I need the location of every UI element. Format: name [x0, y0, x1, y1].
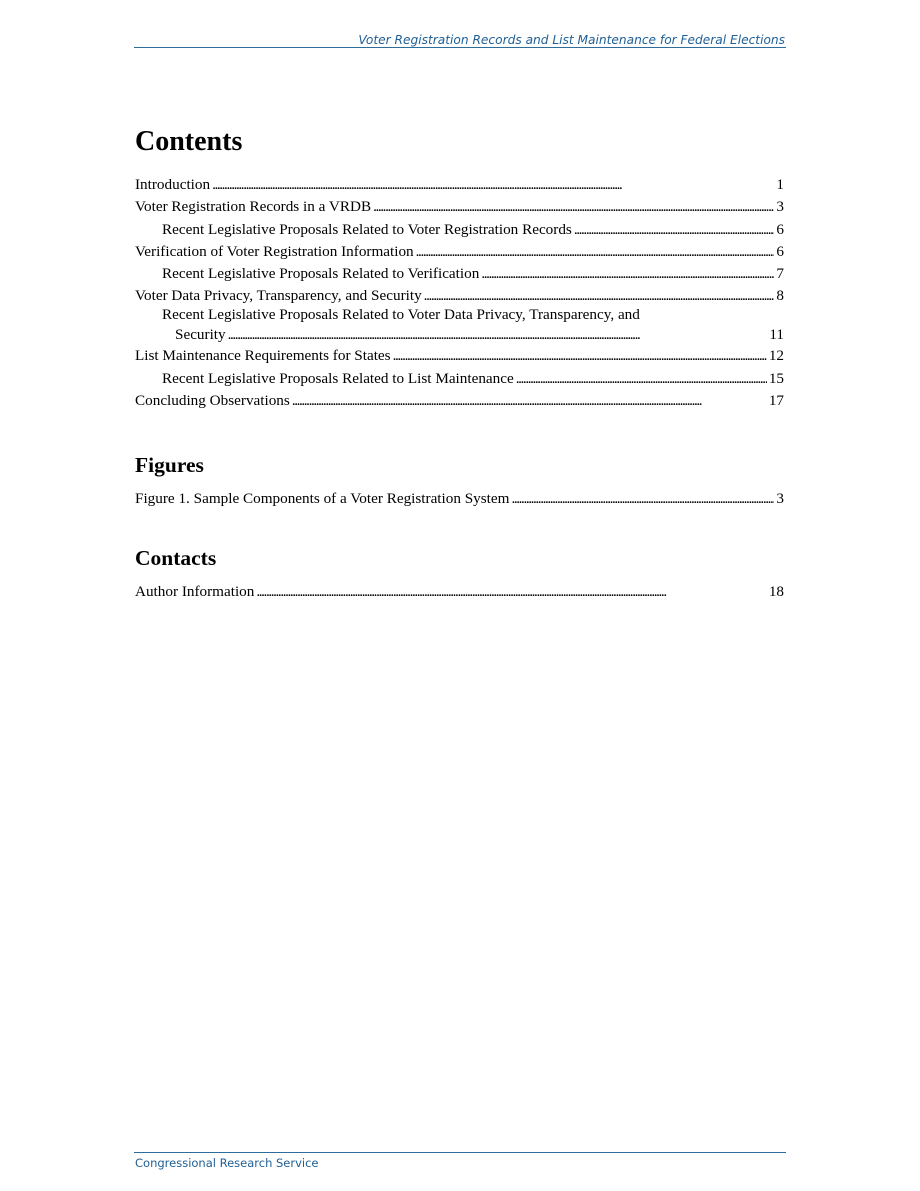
toc-page-number: 1: [776, 176, 784, 194]
toc-entry-title-line2-row: [162, 325, 784, 344]
toc-entry-title: Recent Legislative Proposals Related to Verification: [162, 264, 480, 282]
footer-publisher: Congressional Research Service: [135, 1156, 319, 1170]
toc-entry-title: Voter Registration Records in a VRDB: [135, 198, 372, 216]
toc-entry-title-line1: Recent Legislative Proposals Related to Voter Data Privacy, Transparency, and: [162, 306, 640, 324]
toc-page-number: 15: [768, 369, 784, 387]
toc-subentry-proposals-privacy[interactable]: [135, 306, 784, 344]
toc-entry-title: List Maintenance Requirements for States: [135, 347, 391, 365]
toc-page-number: 12: [768, 347, 784, 365]
toc-entry-list-maintenance[interactable]: [135, 344, 784, 366]
toc-entry-figure-1[interactable]: [135, 487, 784, 509]
dot-leader: [416, 242, 775, 262]
contents-heading: Contents: [135, 126, 243, 157]
toc-entry-title-line2: Security: [175, 326, 226, 344]
toc-entry-title: Recent Legislative Proposals Related to Voter Registration Records: [162, 220, 572, 238]
toc-subentry-proposals-verification[interactable]: [135, 262, 784, 284]
toc-entry-title: Verification of Voter Registration Information: [135, 242, 414, 260]
figures-list: [135, 487, 784, 509]
dot-leader: [256, 582, 766, 602]
running-title: Voter Registration Records and List Maintenance for Federal Elections: [358, 33, 785, 47]
dot-leader: [373, 197, 774, 217]
toc-page-number: 8: [776, 287, 784, 305]
page-footer: [134, 1152, 786, 1170]
toc-page-number: 3: [776, 198, 784, 216]
toc-page-number: 3: [776, 490, 784, 508]
toc-entry-verification[interactable]: [135, 240, 784, 262]
toc-page-number: 11: [769, 326, 784, 344]
toc-page-number: 6: [776, 220, 784, 238]
toc-page-number: 7: [776, 264, 784, 282]
dot-leader: [574, 220, 775, 240]
dot-leader: [424, 286, 775, 306]
toc-entry-voter-registration-records[interactable]: [135, 195, 784, 217]
toc-entry-author-information[interactable]: [135, 580, 784, 602]
toc-entry-title: Recent Legislative Proposals Related to List Maintenance: [162, 369, 514, 387]
toc-page-number: 6: [776, 242, 784, 260]
toc-entry-title: Figure 1. Sample Components of a Voter Registration System: [135, 490, 510, 508]
toc-entry-introduction[interactable]: [135, 173, 784, 195]
toc-entry-title: Voter Data Privacy, Transparency, and Security: [135, 287, 422, 305]
toc-entry-title: Concluding Observations: [135, 391, 290, 409]
toc-entry-privacy-security[interactable]: [135, 284, 784, 306]
contacts-list: [135, 580, 784, 602]
dot-leader: [511, 489, 774, 509]
dot-leader: [393, 346, 767, 366]
dot-leader: [212, 175, 774, 195]
toc-subentry-proposals-list-maintenance[interactable]: [135, 366, 784, 388]
figures-heading: Figures: [135, 453, 204, 477]
toc-subentry-proposals-records[interactable]: [135, 217, 784, 239]
dot-leader: [228, 326, 768, 344]
dot-leader: [516, 369, 767, 389]
toc-page-number: 18: [768, 583, 784, 601]
toc-entry-concluding-observations[interactable]: [135, 389, 784, 411]
page-header: [134, 33, 786, 48]
dot-leader: [481, 264, 774, 284]
contents-list: [135, 173, 784, 411]
toc-page-number: 17: [768, 391, 784, 409]
dot-leader: [292, 391, 767, 411]
toc-entry-title: Introduction: [135, 176, 211, 194]
toc-entry-title: Author Information: [135, 583, 255, 601]
contacts-heading: Contacts: [135, 546, 217, 570]
